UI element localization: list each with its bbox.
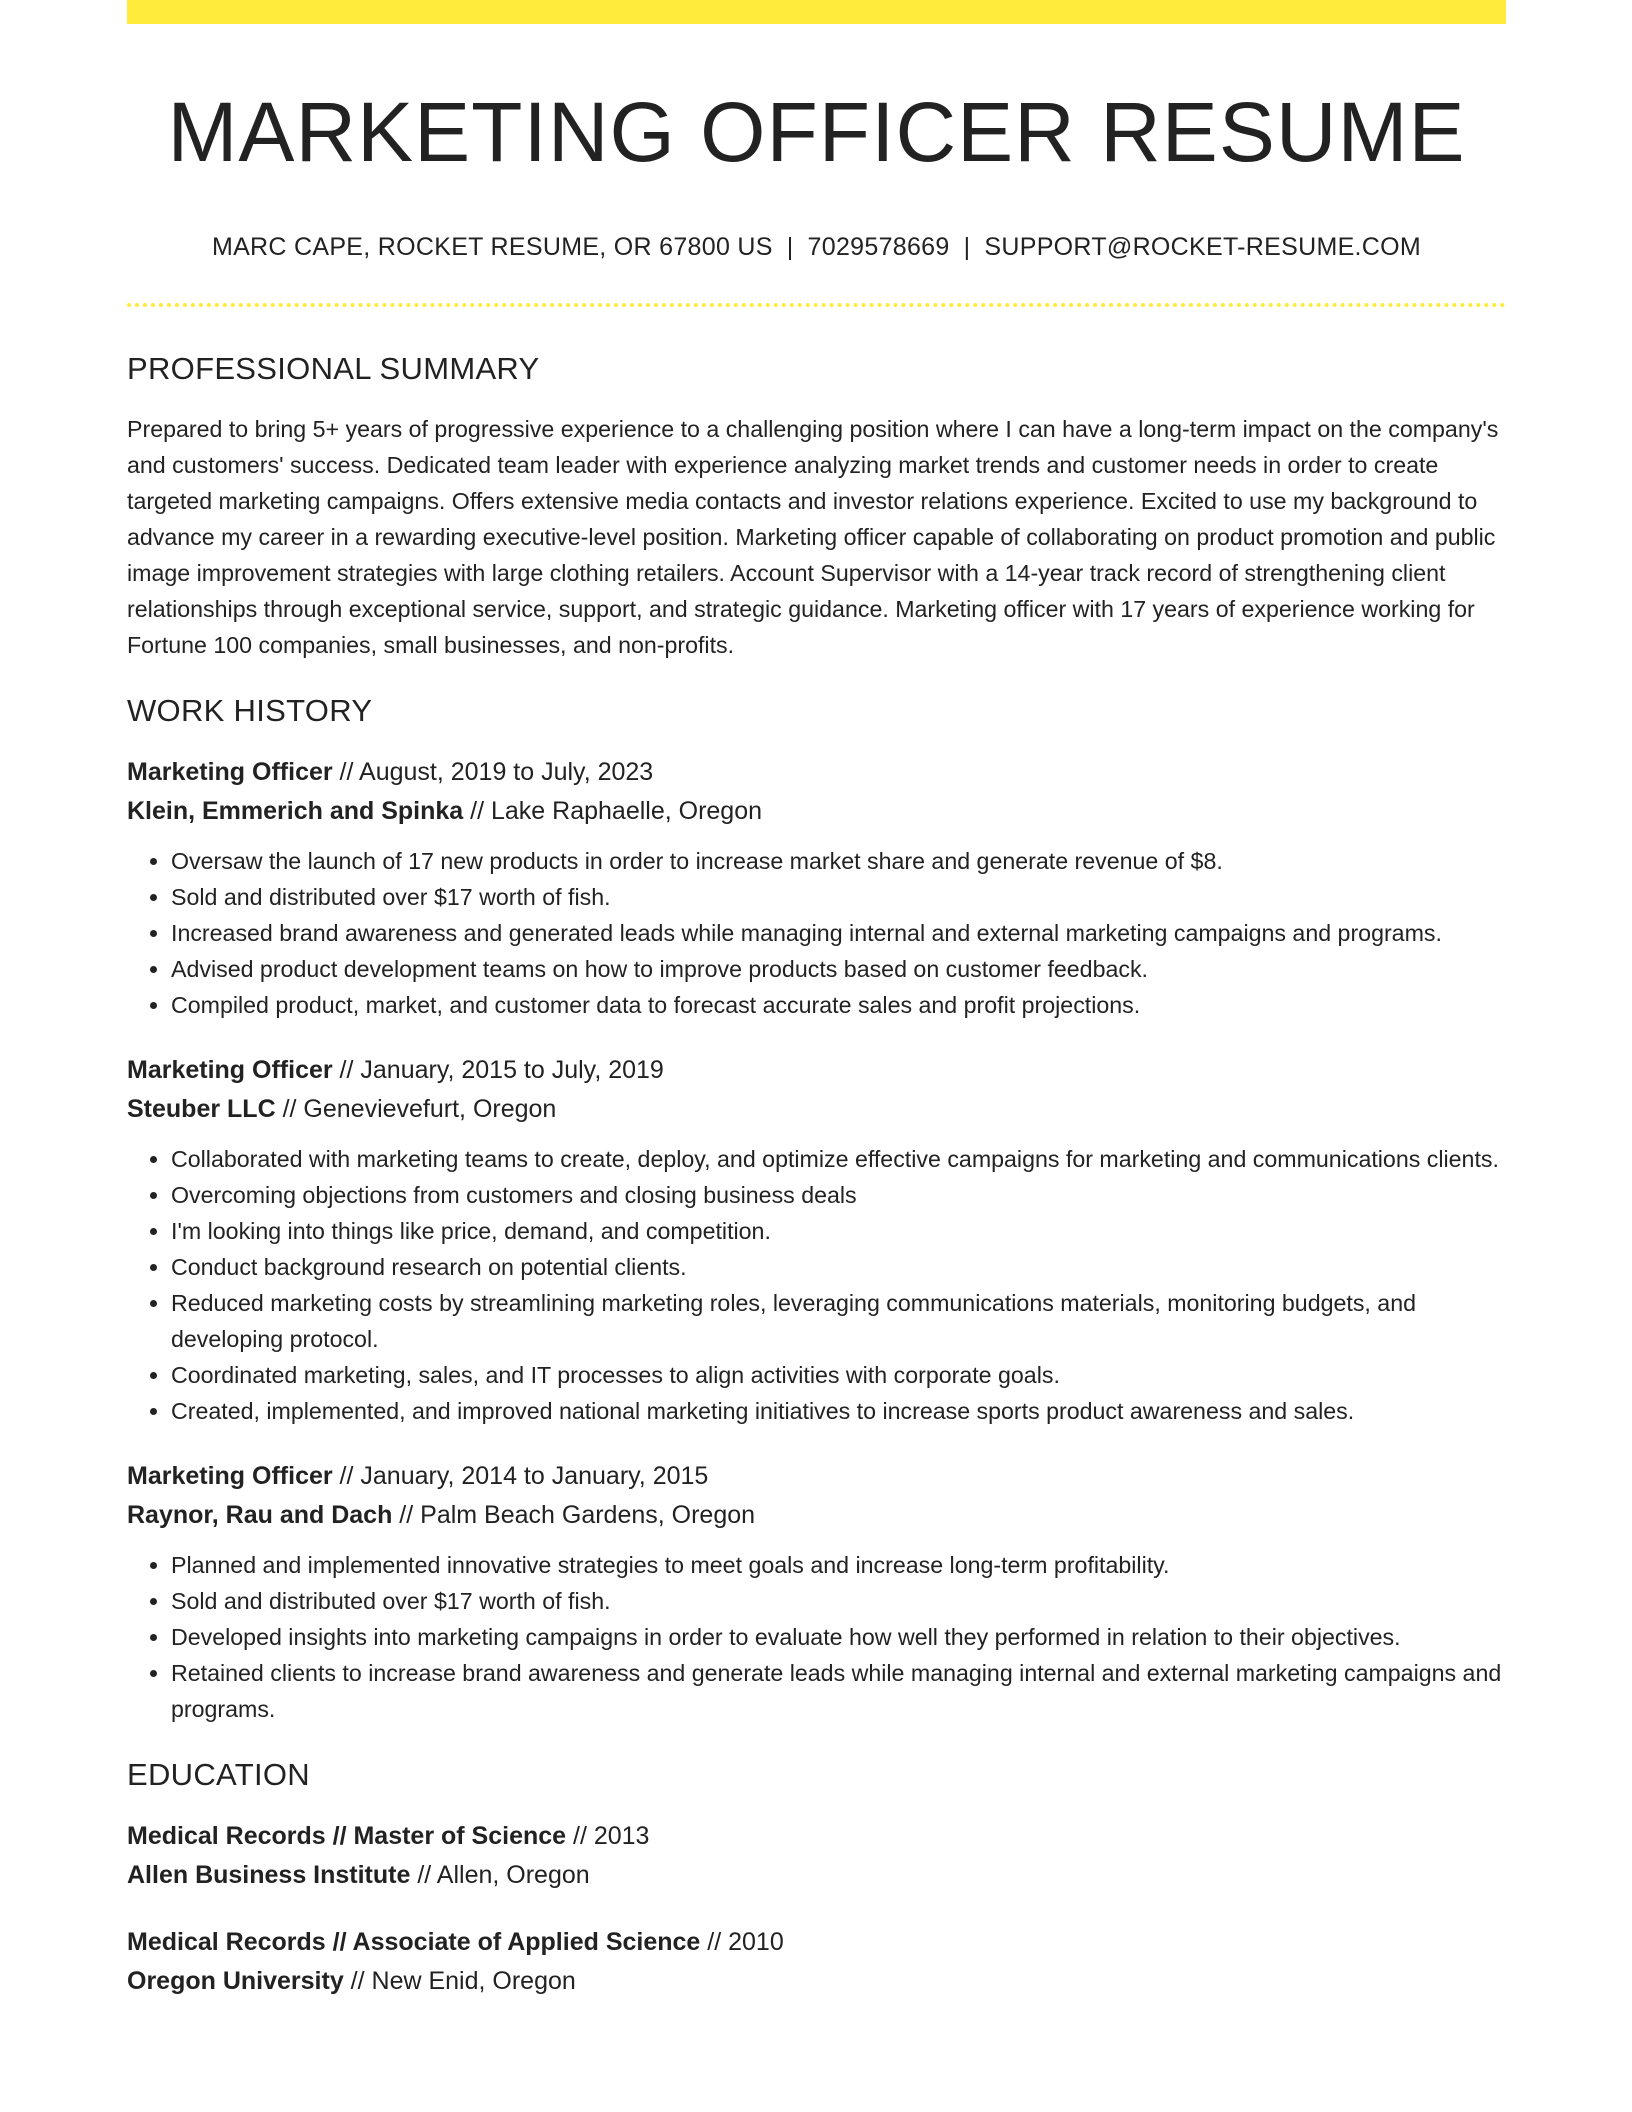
contact-phone: 7029578669 (807, 233, 950, 262)
list-item: • Conduct background research on potential clients. (171, 1249, 1506, 1285)
degree-line (127, 1923, 1506, 1962)
list-item: • Sold and distributed over $17 worth of fish. (171, 1583, 1506, 1619)
job-company: Klein, Emmerich and Spinka (127, 797, 464, 826)
degree-year: // 2013 (566, 1822, 650, 1851)
list-item: • Increased brand awareness and generated leads while managing internal and external marketing campaigns and programs. (171, 915, 1506, 951)
contact-address: MARC CAPE, ROCKET RESUME, OR 67800 US (211, 233, 773, 262)
job-location: // Palm Beach Gardens, Oregon (392, 1501, 756, 1530)
list-item: • Developed insights into marketing campaigns in order to evaluate how well they performed in relation to their objectives. (171, 1619, 1506, 1655)
school: Allen Business Institute (127, 1861, 411, 1890)
job-company-line (127, 1090, 1506, 1129)
list-item: • Sold and distributed over $17 worth of fish. (171, 879, 1506, 915)
contact-line (127, 233, 1506, 262)
job-title-line (127, 753, 1506, 792)
degree: Medical Records // Master of Science (127, 1822, 567, 1851)
job-company: Steuber LLC (127, 1095, 276, 1124)
list-item: • Reduced marketing costs by streamlining marketing roles, leveraging communications materials, monitoring budgets, and developing protocol. (171, 1285, 1506, 1357)
work-history-heading: WORK HISTORY (127, 693, 373, 729)
job-title: Marketing Officer (127, 758, 333, 787)
list-item: • Retained clients to increase brand awareness and generate leads while managing internal and external marketing campaigns and programs. (171, 1655, 1506, 1727)
job-bullets (127, 1141, 1506, 1429)
school-line (127, 1962, 1506, 2001)
job-dates: // January, 2015 to July, 2019 (332, 1056, 664, 1085)
list-item: • Advised product development teams on how to improve products based on customer feedback. (171, 951, 1506, 987)
education-entry (127, 1817, 1506, 1895)
degree-year: // 2010 (700, 1928, 784, 1957)
job-company-line (127, 1496, 1506, 1535)
education-heading: EDUCATION (127, 1757, 310, 1793)
list-item: • Planned and implemented innovative strategies to meet goals and increase long-term profitability. (171, 1547, 1506, 1583)
list-item: • Oversaw the launch of 17 new products in order to increase market share and generate revenue of $8. (171, 843, 1506, 879)
accent-top-bar (127, 0, 1506, 24)
school-location: // Allen, Oregon (410, 1861, 590, 1890)
contact-email: SUPPORT@ROCKET-RESUME.COM (984, 233, 1422, 262)
job-dates: // August, 2019 to July, 2023 (332, 758, 654, 787)
resume-title: MARKETING OFFICER RESUME (167, 85, 1466, 179)
list-item: • Created, implemented, and improved national marketing initiatives to increase sports product awareness and sales. (171, 1393, 1506, 1429)
list-item: • I'm looking into things like price, demand, and competition. (171, 1213, 1506, 1249)
resume-page (127, 0, 1506, 2001)
job-bullets (127, 843, 1506, 1023)
job-title-line (127, 1051, 1506, 1090)
job-location: // Genevievefurt, Oregon (275, 1095, 557, 1124)
contact-separator: | (963, 233, 971, 262)
school-line (127, 1856, 1506, 1895)
school: Oregon University (127, 1967, 344, 1996)
list-item: • Compiled product, market, and customer data to forecast accurate sales and profit projections. (171, 987, 1506, 1023)
degree: Medical Records // Associate of Applied Science (127, 1928, 701, 1957)
school-location: // New Enid, Oregon (343, 1967, 576, 1996)
job-entry (127, 753, 1506, 1023)
job-location: // Lake Raphaelle, Oregon (463, 797, 763, 826)
degree-line (127, 1817, 1506, 1856)
list-item: • Collaborated with marketing teams to create, deploy, and optimize effective campaigns for marketing and communications clients. (171, 1141, 1506, 1177)
summary-text: Prepared to bring 5+ years of progressive experience to a challenging position where I can have a long-term impact on the company's and customers' success. Dedicated team leader with experience analyzing market trends and customer needs in order to create targeted marketing campaigns. Offers extensive media contacts and investor relations experience. Excited to use my background to advance my career in a rewarding executive-level position. Marketing officer capable of collaborating on product promotion and public image improvement strategies with large clothing retailers. Account Supervisor with a 14-year track record of strengthening client relationships through exceptional service, support, and strategic guidance. Marketing officer with 17 years of experience working for Fortune 100 companies, small businesses, and non-profits. (127, 416, 1499, 659)
contact-separator: | (786, 233, 794, 262)
dotted-divider (127, 303, 1506, 307)
list-item: • Coordinated marketing, sales, and IT processes to align activities with corporate goals. (171, 1357, 1506, 1393)
summary-heading: PROFESSIONAL SUMMARY (127, 351, 540, 387)
job-title-line (127, 1457, 1506, 1496)
job-dates: // January, 2014 to January, 2015 (332, 1462, 709, 1491)
job-bullets (127, 1547, 1506, 1727)
job-entry (127, 1457, 1506, 1727)
job-company-line (127, 792, 1506, 831)
list-item: • Overcoming objections from customers and closing business deals (171, 1177, 1506, 1213)
job-company: Raynor, Rau and Dach (127, 1501, 393, 1530)
education-entry (127, 1923, 1506, 2001)
job-entry (127, 1051, 1506, 1429)
job-title: Marketing Officer (127, 1056, 333, 1085)
job-title: Marketing Officer (127, 1462, 333, 1491)
